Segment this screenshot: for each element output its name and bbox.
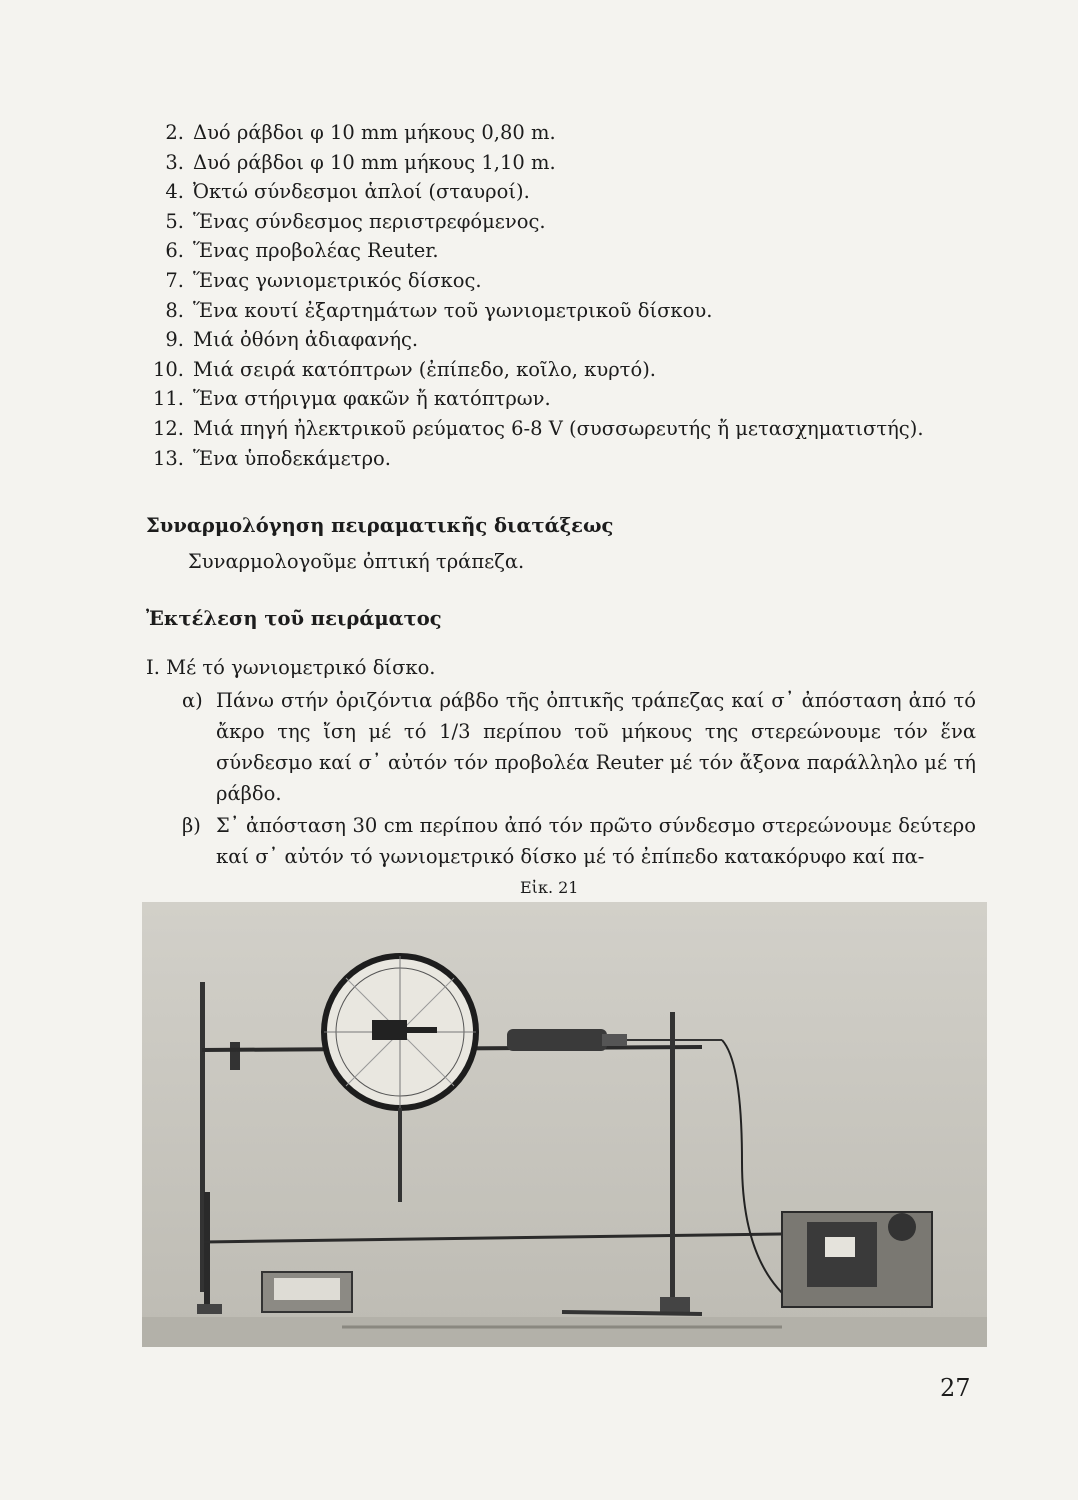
- list-item-text: Ἕνας προβολέας Reuter.: [193, 239, 439, 263]
- left-base: [197, 1304, 222, 1314]
- middle-foot: [562, 1312, 702, 1314]
- middle-base: [660, 1297, 690, 1313]
- step-text: Σ᾽ ἀπόσταση 30 cm περίπου ἀπό τόν πρῶτο σύνδεσμο στερεώνουμε δεύτερο καί σ᾽ αὐτόν τό γωνιομετρικό δίσκο μέ τό ἐπίπεδο κατακόρυφο καί πα-: [216, 814, 976, 868]
- list-item: [140, 118, 924, 148]
- list-item-number: 6.: [165, 239, 184, 263]
- list-item: [140, 148, 924, 178]
- list-item-number: 2.: [165, 121, 184, 144]
- list-item-text: Ἕνας σύνδεσμος περιστρεφόμενος.: [193, 209, 546, 233]
- list-item-text: Ἕνας γωνιομετρικός δίσκος.: [193, 268, 482, 292]
- list-item-text: Μιά πηγή ἠλεκτρικοῦ ρεύματος 6-8 V (συσσωρευτής ἤ μετασχηματιστής).: [193, 416, 924, 440]
- list-item-number: 4.: [165, 180, 184, 204]
- list-item: [140, 444, 924, 474]
- list-item: [140, 207, 924, 237]
- list-item: [140, 266, 924, 296]
- list-item: [140, 177, 924, 207]
- list-item-text: Μιά ὀθόνη ἀδιαφανής.: [193, 328, 419, 352]
- left-support: [204, 1192, 210, 1312]
- list-item-text: Ἕνα κουτί ἐξαρτημάτων τοῦ γωνιομετρικοῦ δίσκου.: [193, 298, 713, 322]
- list-item-text: Ἕνα στήριγμα φακῶν ἤ κατόπτρων.: [193, 387, 551, 411]
- list-item: [140, 236, 924, 266]
- list-item: [140, 414, 924, 444]
- list-item-number: 9.: [165, 328, 184, 352]
- list-item-number: 7.: [165, 268, 184, 292]
- apparatus-photo: [142, 902, 987, 1347]
- step-text: Πάνω στήν ὁριζόντια ράβδο τῆς ὀπτικῆς τράπεζας καί σ᾽ ἀπόσταση ἀπό τό ἄκρο της ἴση μέ τό 1/3 περίπου τοῦ μήκους της στερεώνουμε τόν ἕνα σύνδεσμο καί σ᾽ αὐτόν τόν προβολέα Reuter μέ τόν ἄξονα παράλληλο μέ τή ράβδο.: [216, 689, 976, 805]
- list-item: [140, 325, 924, 355]
- list-item-number: 13.: [152, 446, 184, 470]
- list-item: [140, 296, 924, 326]
- step-a: [182, 685, 976, 809]
- goniometric-disk: [324, 956, 476, 1108]
- step-label: β): [182, 814, 201, 837]
- assembly-heading: Συναρμολόγηση πειραματικῆς διατάξεως: [146, 514, 614, 537]
- page-number: 27: [940, 1374, 971, 1402]
- list-item-text: Δυό ράβδοι φ 10 mm μήκους 0,80 m.: [193, 121, 556, 144]
- list-item-text: Ἕνα ὑποδεκάμετρο.: [193, 446, 391, 470]
- list-item-text: Ὀκτώ σύνδεσμοι ἁπλοί (σταυροί).: [193, 180, 530, 204]
- list-item-number: 5.: [165, 209, 184, 233]
- list-item-number: 11.: [152, 387, 184, 411]
- list-item-number: 12.: [152, 416, 184, 440]
- list-item-number: 8.: [165, 298, 184, 322]
- clamp-icon: [230, 1042, 240, 1070]
- list-item: [140, 384, 924, 414]
- list-item-number: 3.: [165, 150, 184, 174]
- figure-caption: Εἰκ. 21: [520, 878, 579, 897]
- list-item-number: 10.: [152, 357, 184, 381]
- step-b: [182, 810, 976, 872]
- section-title: I. Μέ τό γωνιομετρικό δίσκο.: [146, 656, 436, 679]
- table-surface: [142, 1317, 987, 1347]
- assembly-text: Συναρμολογοῦμε ὀπτική τράπεζα.: [188, 550, 525, 573]
- execution-heading: Ἐκτέλεση τοῦ πειράματος: [146, 607, 442, 630]
- list-item-text: Δυό ράβδοι φ 10 mm μήκους 1,10 m.: [193, 150, 556, 174]
- accessory-box-lid: [274, 1278, 340, 1300]
- list-item: [140, 355, 924, 385]
- power-supply: [782, 1212, 932, 1307]
- list-item-text: Μιά σειρά κατόπτρων (ἐπίπεδο, κοῖλο, κυρτό).: [193, 357, 657, 381]
- middle-rod: [670, 1012, 675, 1312]
- equipment-list: [140, 118, 924, 473]
- step-label: α): [182, 689, 203, 712]
